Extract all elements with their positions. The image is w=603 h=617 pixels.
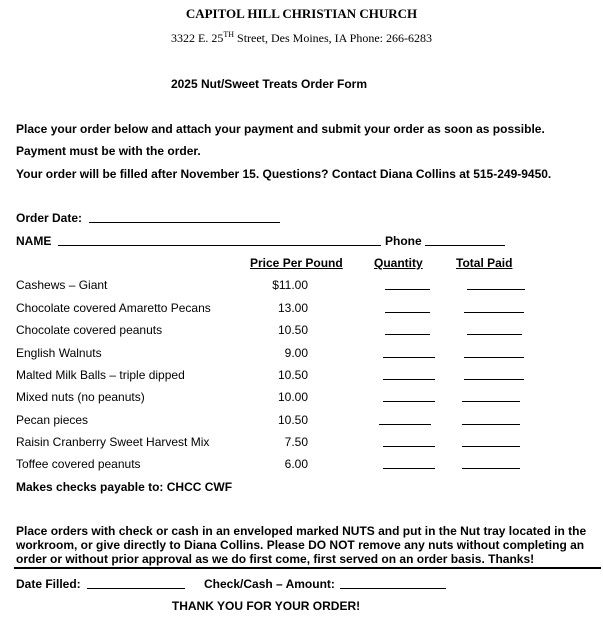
order-date-label: Order Date: (16, 211, 83, 225)
item-name: Pecan pieces (16, 413, 89, 427)
instruction-line: Your order will be filled after November 15. Questions? Contact Diana Collins at 515-249-9450. (16, 167, 552, 181)
checks-payable-note: Makes checks payable to: CHCC CWF (16, 480, 233, 494)
total-column-header: Total Paid (456, 256, 513, 270)
address-rest: Street, Des Moines, IA Phone: 266-6283 (234, 31, 432, 45)
instruction-line: Payment must be with the order. (16, 144, 201, 158)
item-price: 10.50 (277, 368, 308, 382)
item-name: Chocolate covered Amaretto Pecans (16, 301, 211, 315)
quantity-field[interactable] (385, 289, 430, 290)
total-paid-field[interactable] (462, 468, 520, 469)
quantity-field[interactable] (383, 446, 435, 447)
instruction-line: Place your order below and attach your payment and submit your order as soon as possible. (16, 122, 545, 136)
item-price: 13.00 (277, 301, 308, 315)
date-filled-field[interactable] (87, 588, 185, 589)
order-note-line: Place orders with check or cash in an enveloped marked NUTS and put in the Nut tray located in the (16, 524, 587, 538)
quantity-column-header: Quantity (374, 256, 423, 270)
quantity-field[interactable] (385, 334, 430, 335)
item-name: English Walnuts (16, 346, 102, 360)
order-note-line: order or without prior approval as we do first come, first served on an order basis. Thanks! (16, 552, 535, 566)
date-filled-label: Date Filled: (16, 577, 81, 591)
quantity-field[interactable] (383, 401, 435, 402)
quantity-field[interactable] (383, 379, 435, 380)
item-price: 9.00 (284, 346, 308, 360)
total-paid-field[interactable] (467, 334, 522, 335)
section-divider (14, 567, 601, 569)
quantity-field[interactable] (385, 312, 430, 313)
thank-you-message: THANK YOU FOR YOUR ORDER! (171, 599, 361, 613)
item-price: 10.00 (277, 390, 308, 404)
church-name: CAPITOL HILL CHRISTIAN CHURCH (185, 6, 418, 21)
order-date-field[interactable] (89, 222, 280, 223)
price-column-header: Price Per Pound (250, 256, 343, 270)
order-note-line: workroom, or give directly to Diana Collins. Please DO NOT remove any nuts without completing an (16, 538, 585, 552)
form-title: 2025 Nut/Sweet Treats Order Form (170, 77, 368, 91)
phone-field[interactable] (425, 245, 505, 246)
item-price: 6.00 (284, 457, 308, 471)
address-suffix: TH (223, 30, 235, 39)
item-price: 7.50 (284, 435, 308, 449)
total-paid-field[interactable] (464, 379, 524, 380)
item-name: Toffee covered peanuts (16, 457, 141, 471)
item-name: Cashews – Giant (16, 278, 108, 292)
total-paid-field[interactable] (462, 401, 520, 402)
address-street-number: 3322 E. 25 (171, 31, 224, 45)
phone-label: Phone (385, 234, 422, 248)
check-cash-amount-field[interactable] (340, 588, 446, 589)
item-name: Chocolate covered peanuts (16, 323, 163, 337)
total-paid-field[interactable] (462, 446, 520, 447)
total-paid-field[interactable] (467, 289, 525, 290)
name-label: NAME (16, 234, 52, 248)
quantity-field[interactable] (383, 468, 435, 469)
item-name: Raisin Cranberry Sweet Harvest Mix (16, 435, 210, 449)
name-field[interactable] (58, 245, 381, 246)
item-price: 10.50 (277, 323, 308, 337)
item-name: Malted Milk Balls – triple dipped (16, 368, 185, 382)
item-name: Mixed nuts (no peanuts) (16, 390, 145, 404)
check-cash-amount-label: Check/Cash – Amount: (204, 577, 335, 591)
total-paid-field[interactable] (464, 357, 524, 358)
quantity-field[interactable] (379, 424, 431, 425)
item-price: $11.00 (272, 278, 308, 292)
church-address (0, 30, 603, 46)
quantity-field[interactable] (383, 357, 435, 358)
total-paid-field[interactable] (462, 424, 520, 425)
total-paid-field[interactable] (464, 312, 524, 313)
item-price: 10.50 (277, 413, 308, 427)
